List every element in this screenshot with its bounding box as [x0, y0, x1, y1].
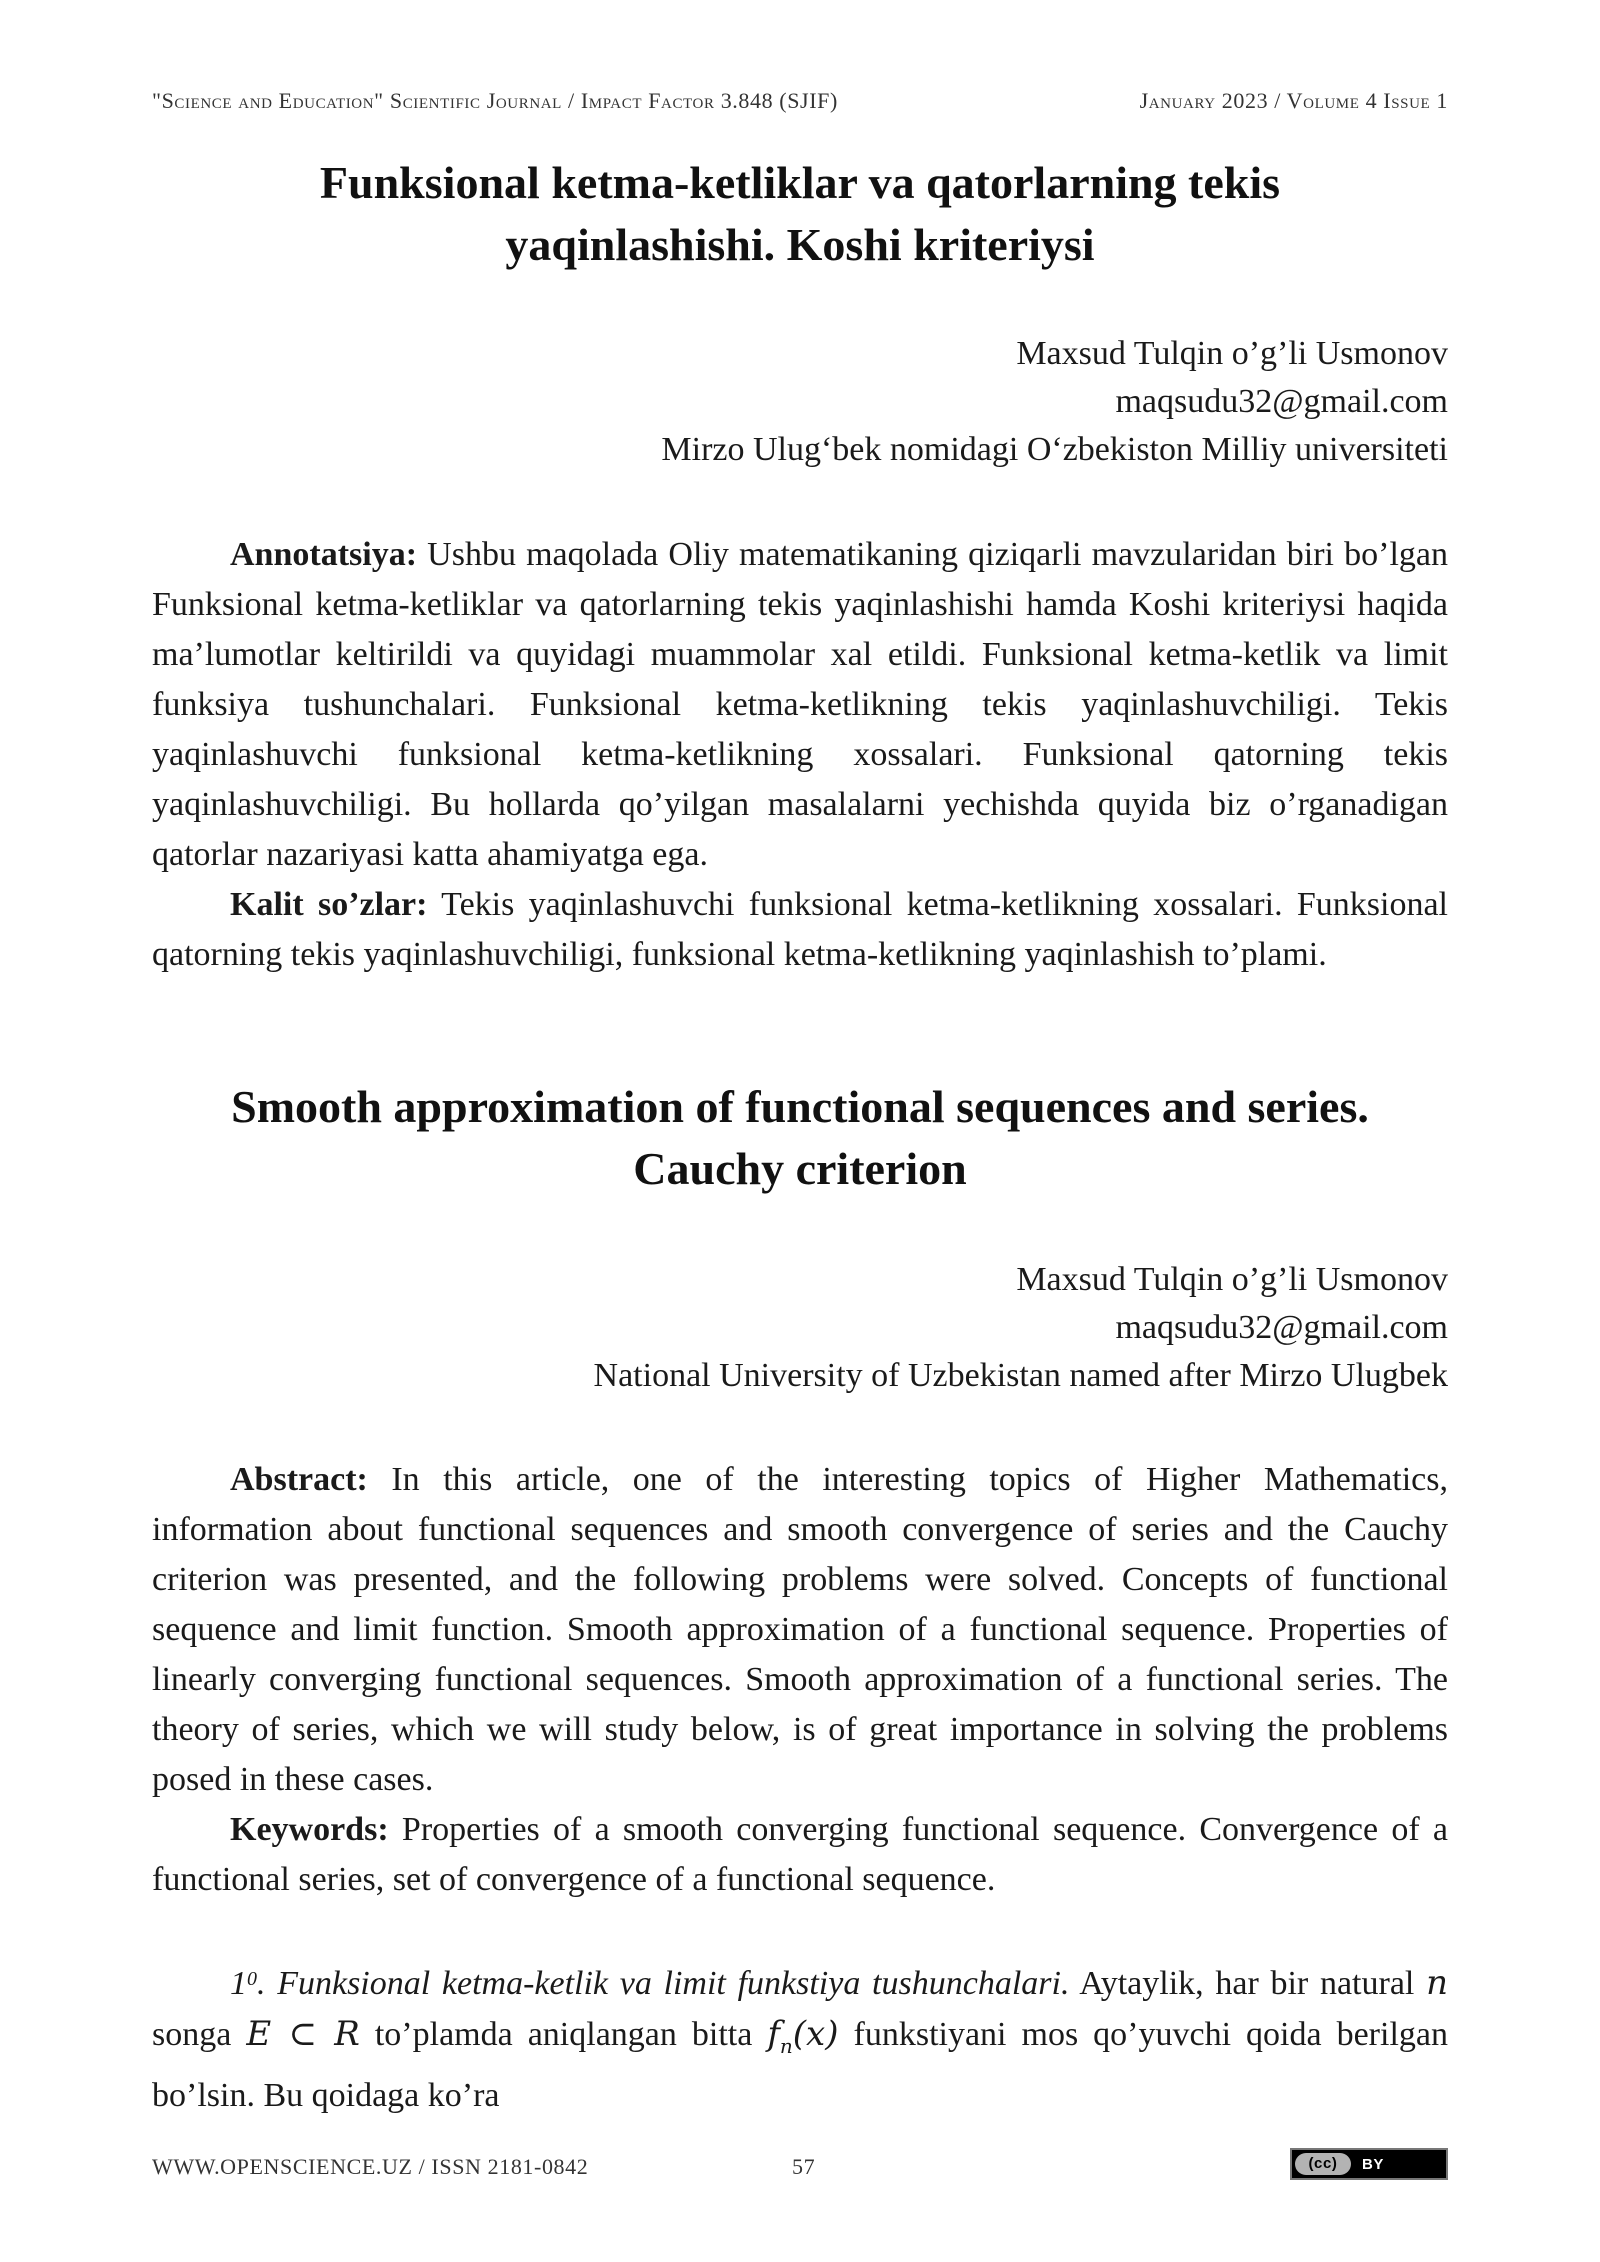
section-heading — [230, 1965, 1069, 2002]
body-text-a: Aytaylik, har bir natural — [1069, 1965, 1427, 2002]
author-name: Maxsud Tulqin o’g’li Usmonov — [1016, 335, 1448, 372]
journal-header-left: "Science and Education" Scientific Journal / Impact Factor 3.848 (SJIF) — [152, 88, 838, 113]
keywords-text-uz: Tekis yaqinlashuvchi funksional ketma-ketlikning xossalari. Funksional qatorning tekis yaqinlashuvchiligi, funksional ketma-ketlikning yaqinlashish to’plami. — [152, 886, 1449, 973]
english-author-block — [448, 1256, 1448, 1400]
math-f: f — [767, 2014, 780, 2054]
page-footer — [152, 2148, 1448, 2188]
body-text-b: songa — [152, 2016, 247, 2053]
uzbek-annotation — [152, 530, 1448, 880]
section-superscript: 0 — [247, 1968, 257, 1990]
body-text-d: funkstiyani mos qo’yuvchi qoida berilgan bo’lsin. Bu qoidaga ko’ra — [152, 2016, 1448, 2114]
abstract-label: Abstract: — [230, 1461, 368, 1498]
section-number: 1 — [230, 1965, 247, 2002]
by-label: BY — [1362, 2156, 1385, 2173]
journal-header-right: January 2023 / Volume 4 Issue 1 — [1139, 88, 1448, 113]
annotation-label: Annotatsiya: — [230, 536, 418, 573]
author-name-en: Maxsud Tulqin o’g’li Usmonov — [1016, 1261, 1448, 1298]
author-email-en: maqsudu32@gmail.com — [1115, 1309, 1448, 1346]
page-number: 57 — [792, 2154, 816, 2179]
cc-by-license-icon — [1290, 2148, 1448, 2180]
cc-label: (cc) — [1295, 2153, 1351, 2175]
english-title — [152, 1076, 1448, 1200]
body-paragraph — [152, 1958, 1448, 2121]
english-abstract — [152, 1455, 1448, 1805]
author-affiliation-en: National University of Uzbekistan named after Mirzo Ulugbek — [593, 1357, 1448, 1394]
keywords-text-en: Properties of a smooth converging functional sequence. Convergence of a functional series, set of convergence of a functional sequence. — [152, 1811, 1448, 1898]
uzbek-title — [152, 152, 1448, 276]
footer-site-issn: WWW.OPENSCIENCE.UZ / ISSN 2181-0842 — [152, 2154, 589, 2179]
keywords-label-en: Keywords: — [230, 1811, 389, 1848]
uzbek-title-line2: yaqinlashishi. Koshi kriteriysi — [505, 219, 1095, 270]
english-keywords — [152, 1805, 1448, 1905]
running-header — [152, 88, 1448, 118]
math-n: n — [1426, 1963, 1448, 2003]
abstract-text: In this article, one of the interesting topics of Higher Mathematics, information about functional sequences and smooth convergence of series and the Cauchy criterion was presented, and the following problems were solved. Concepts of functional sequence and limit function. Smooth approximation of a functional sequence. Properties of linearly converging functional sequences. Smooth approximation of a functional series. The theory of series, which we will study below, is of great importance in solving the problems posed in these cases. — [152, 1461, 1448, 1798]
english-title-line2: Cauchy criterion — [633, 1143, 967, 1194]
math-set: E ⊂ R — [246, 2014, 360, 2054]
math-function — [767, 2014, 839, 2058]
keywords-label-uz: Kalit so’zlar: — [230, 886, 428, 923]
section-title: . Funksional ketma-ketlik va limit funkstiya tushunchalari. — [257, 1965, 1070, 2002]
math-f-arg: (x) — [792, 2014, 839, 2054]
uzbek-title-line1: Funksional ketma-ketliklar va qatorlarning tekis — [319, 157, 1281, 208]
author-email: maqsudu32@gmail.com — [1115, 383, 1448, 420]
uzbek-keywords — [152, 880, 1448, 980]
english-title-line1: Smooth approximation of functional sequences and series. — [231, 1081, 1369, 1132]
annotation-text: Ushbu maqolada Oliy matematikaning qiziqarli mavzularidan biri bo’lgan Funksional ketma-ketliklar va qatorlarning tekis yaqinlashishi hamda Koshi kriteriysi haqida ma’lumotlar keltirildi va quyidagi muammolar xal etildi. Funksional ketma-ketlik va limit funksiya tushunchalari. Funksional ketma-ketlikning tekis yaqinlashuvchiligi. Tekis yaqinlashuvchi funksional ketma-ketlikning xossalari. Funksional qatorning tekis yaqinlashuvchiligi. Bu hollarda qo’yilgan masalalarni yechishda quyida biz o’rganadigan qatorlar nazariyasi katta ahamiyatga ega. — [152, 536, 1448, 873]
body-text-c: to’plamda aniqlangan bitta — [359, 2016, 768, 2053]
math-f-subscript: n — [779, 2033, 793, 2058]
author-affiliation: Mirzo Ulug‘bek nomidagi O‘zbekiston Milliy universiteti — [661, 431, 1448, 468]
uzbek-author-block — [448, 330, 1448, 474]
